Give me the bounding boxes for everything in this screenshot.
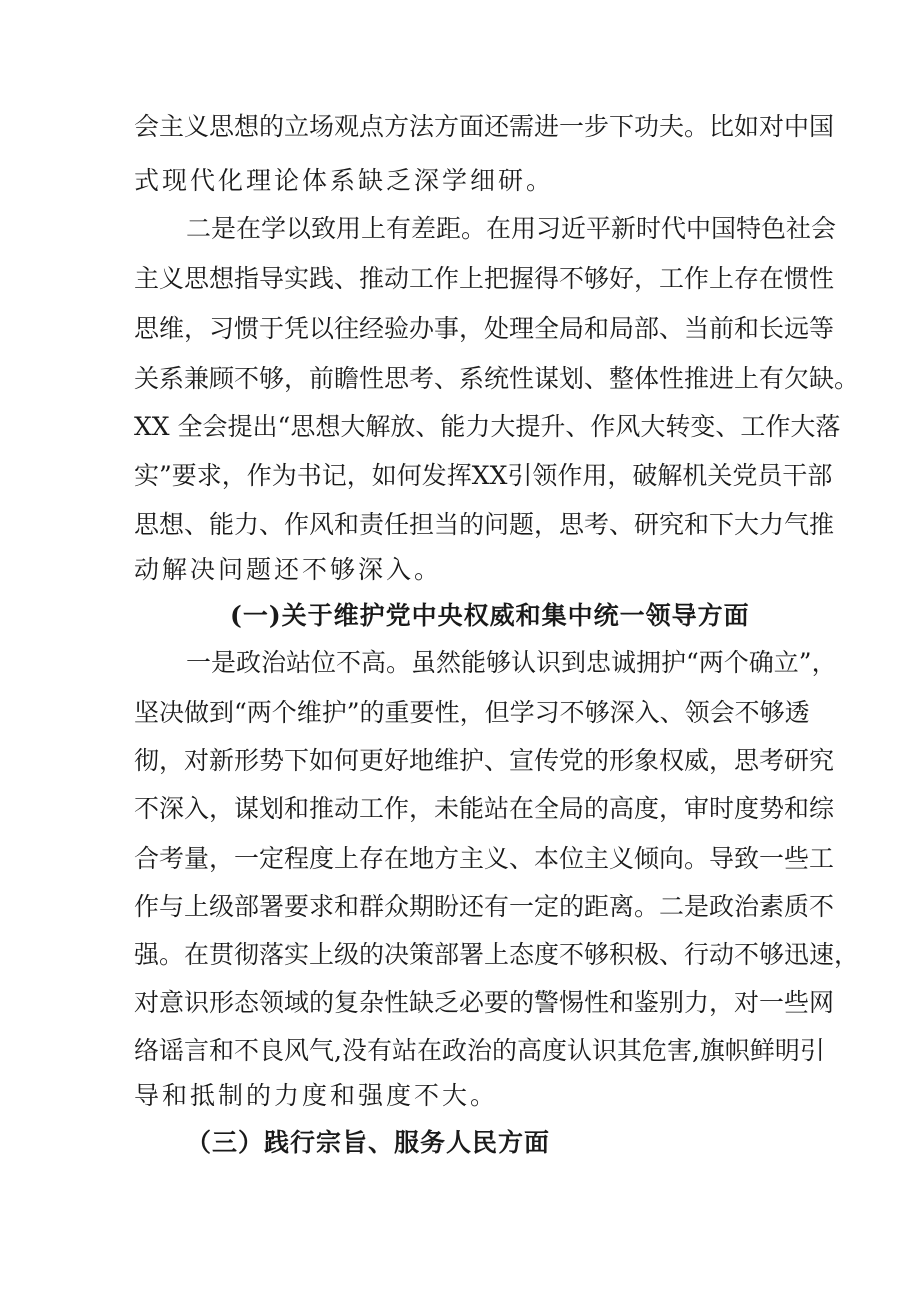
paragraph-line: 对意识形态领域的复杂性缺乏必要的警惕性和鉴别力，对一些网 [134,988,835,1017]
paragraph-line: 坚决做到“两个维护”的重要性，但学习不够深入、领会不够透 [134,698,810,727]
paragraph-line: 二是在学以致用上有差距。在用习近平新时代中国特色社会 [186,214,837,243]
paragraph-line: 彻，对新形势下如何更好地维护、宣传党的形象权威，思考研究 [134,746,835,775]
paragraph-line: 强。在贯彻落实上级的决策部署上态度不够积极、行动不够迅速， [134,940,860,969]
paragraph-line: 会主义思想的立场观点方法方面还需进一步下功夫。比如对中国 [134,112,835,141]
paragraph-line: 主义思想指导实践、推动工作上把握得不够好，工作上存在惯性 [134,264,835,293]
paragraph-line: 思想、能力、作风和责任担当的问题，思考、研究和下大力气推 [134,510,835,539]
paragraph-line: 思维，习惯于凭以往经验办事，处理全局和局部、当前和长远等 [134,314,835,343]
paragraph-line: 一是政治站位不高。虽然能够认识到忠诚拥护“两个确立”， [186,648,837,677]
paragraph-line: 动解决问题还不够深入。 [134,555,443,584]
paragraph-line: 合考量，一定程度上存在地方主义、本位主义倾向。导致一些工 [134,844,835,873]
paragraph-line: 作与上级部署要求和群众期盼还有一定的距离。二是政治素质不 [134,892,835,921]
paragraph-line: 实”要求，作为书记，如何发挥XX引领作用，破解机关党员干部 [134,461,833,490]
paragraph-line: 络谣言和不良风气,没有站在政治的高度认识其危害,旗帜鲜明引 [134,1036,825,1065]
section-heading: (一)关于维护党中央权威和集中统一领导方面 [230,601,750,630]
paragraph-line: 导和抵制的力度和强度不大。 [134,1081,499,1110]
paragraph-line: 不深入，谋划和推动工作，未能站在全局的高度，审时度势和综 [134,794,835,823]
paragraph-line: XX 全会提出“思想大解放、能力大提升、作风大转变、工作大落 [134,412,841,441]
paragraph-line: 式现代化理论体系缺乏深学细研。 [134,166,555,195]
paragraph-line: 关系兼顾不够，前瞻性思考、系统性谋划、整体性推进上有欠缺。 [134,364,860,393]
section-heading: （三）践行宗旨、服务人民方面 [186,1128,551,1157]
